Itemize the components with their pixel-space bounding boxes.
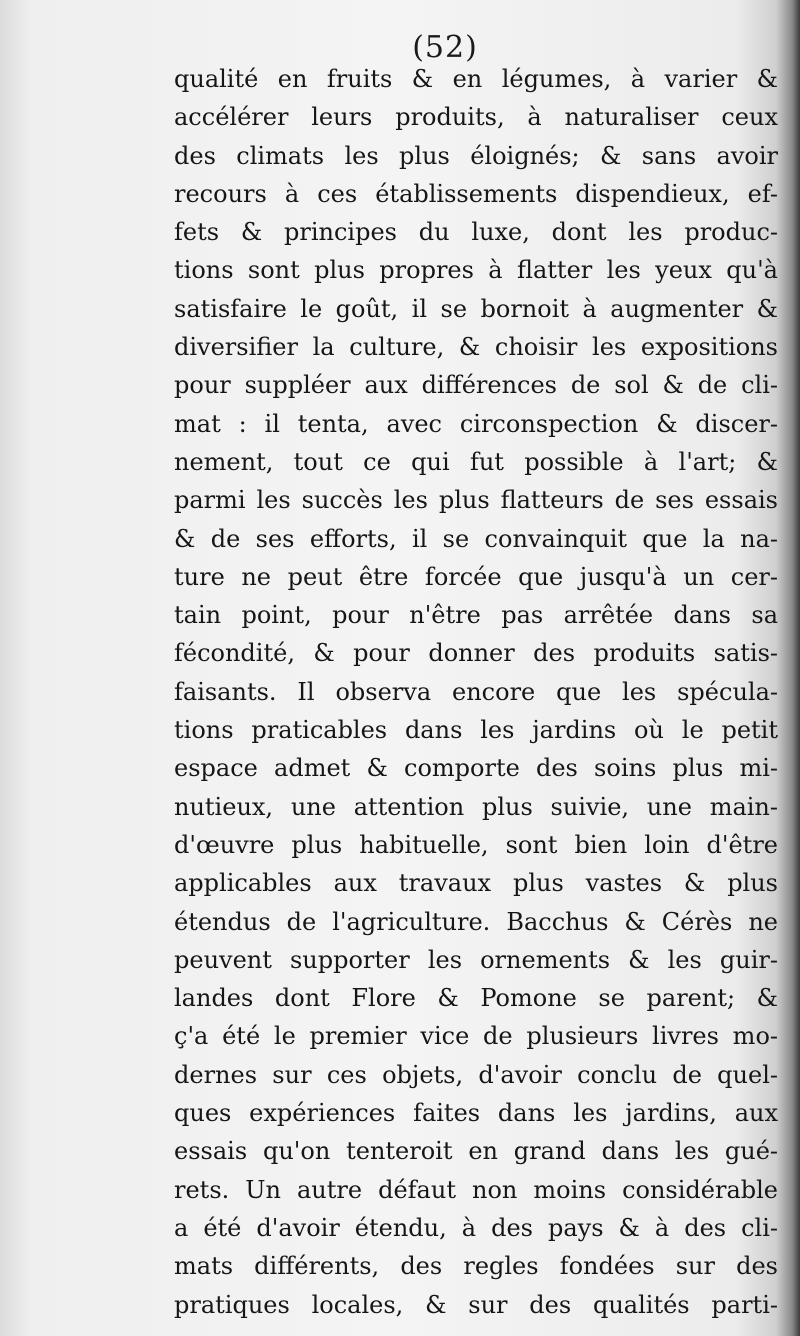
text-line: a été d'avoir étendu, à des pays & à des cli- xyxy=(174,1213,778,1242)
body-text xyxy=(174,60,778,1324)
text-line: fécondité, & pour donner des produits satis- xyxy=(174,639,778,668)
text-line: ques expériences faites dans les jardins, aux xyxy=(174,1099,778,1128)
text-line: parmi les succès les plus flatteurs de ses essais xyxy=(174,486,778,515)
text-line: & de ses efforts, il se convainquit que la na- xyxy=(174,524,778,553)
text-line: mats différents, des regles fondées sur des xyxy=(174,1252,778,1281)
text-line: espace admet & comporte des soins plus mi- xyxy=(174,754,778,783)
text-line: tions sont plus propres à flatter les yeux qu'à xyxy=(174,256,778,285)
text-line: rets. Un autre défaut non moins considérable xyxy=(174,1175,778,1204)
text-line: nutieux, une attention plus suivie, une main- xyxy=(174,792,778,821)
text-line: pour suppléer aux différences de sol & de cli- xyxy=(174,371,778,400)
text-line: nement, tout ce qui fut possible à l'art; & xyxy=(174,447,778,476)
text-line: diversifier la culture, & choisir les expositions xyxy=(174,333,778,362)
text-line: landes dont Flore & Pomone se parent; & xyxy=(174,984,778,1013)
text-line: tain point, pour n'être pas arrêtée dans sa xyxy=(174,601,778,630)
text-line: applicables aux travaux plus vastes & plus xyxy=(174,869,778,898)
text-line: dernes sur ces objets, d'avoir conclu de quel- xyxy=(174,1060,778,1089)
text-line: des climats les plus éloignés; & sans avoir xyxy=(174,141,778,170)
text-line: essais qu'on tenteroit en grand dans les gué- xyxy=(174,1137,778,1166)
text-line: d'œuvre plus habituelle, sont bien loin d'être xyxy=(174,830,778,859)
text-line: fets & principes du luxe, dont les produc- xyxy=(174,218,778,247)
text-line: qualité en fruits & en légumes, à varier & xyxy=(174,65,778,93)
text-line: satisfaire le goût, il se bornoit à augmenter & xyxy=(174,294,778,323)
text-line: recours à ces établissements dispendieux, ef- xyxy=(174,179,778,208)
text-line: pratiques locales, & sur des qualités parti- xyxy=(174,1290,778,1319)
text-line: faisants. Il observa encore que les spécula- xyxy=(174,677,778,706)
page-number: (52) xyxy=(412,30,478,65)
text-line: étendus de l'agriculture. Bacchus & Cérès ne xyxy=(174,907,778,936)
text-line: tions praticables dans les jardins où le petit xyxy=(174,716,778,745)
text-line: accélérer leurs produits, à naturaliser ceux xyxy=(174,103,778,132)
text-line: mat : il tenta, avec circonspection & discer- xyxy=(174,409,778,438)
text-line: ture ne peut être forcée que jusqu'à un cer- xyxy=(174,562,778,591)
text-line: peuvent supporter les ornements & les guir- xyxy=(174,945,778,974)
text-line: ç'a été le premier vice de plusieurs livres mo- xyxy=(174,1022,778,1051)
